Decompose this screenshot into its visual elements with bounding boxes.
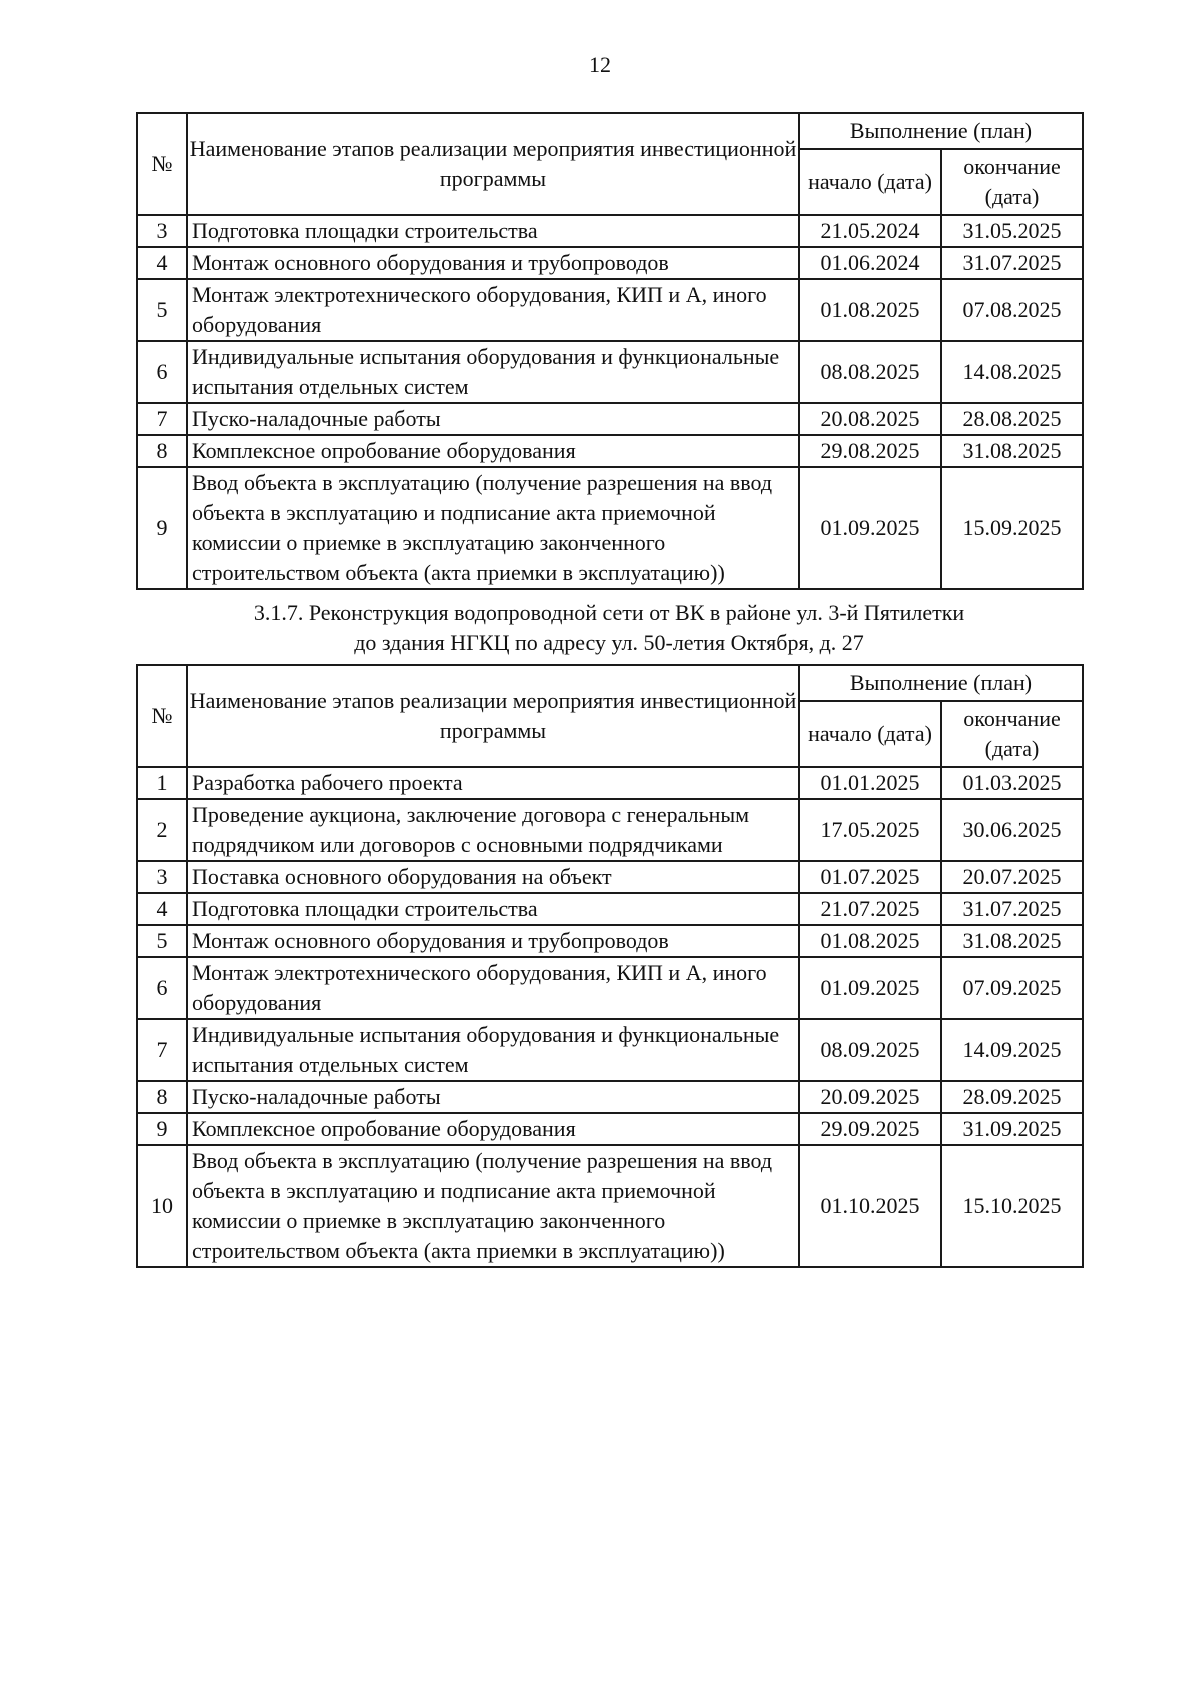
- row-end-date: 31.08.2025: [941, 925, 1083, 957]
- row-stage-name: Пуско-наладочные работы: [187, 403, 799, 435]
- row-end-date: 31.07.2025: [941, 893, 1083, 925]
- row-start-date: 01.01.2025: [799, 767, 941, 799]
- table-row: [137, 1019, 1083, 1081]
- row-end-date: 01.03.2025: [941, 767, 1083, 799]
- page-number: 12: [589, 52, 611, 77]
- row-start-date: 01.06.2024: [799, 247, 941, 279]
- row-end-date: 07.08.2025: [941, 279, 1083, 341]
- row-number: 6: [137, 957, 187, 1019]
- row-start-date: 08.08.2025: [799, 341, 941, 403]
- header-stage-name: Наименование этапов реализации мероприятия инвестиционной программы: [187, 113, 799, 215]
- row-start-date: 08.09.2025: [799, 1019, 941, 1081]
- table-row: [137, 799, 1083, 861]
- row-number: 7: [137, 1019, 187, 1081]
- row-number: 3: [137, 861, 187, 893]
- table-row: [137, 403, 1083, 435]
- table-row: [137, 1113, 1083, 1145]
- row-end-date: 31.08.2025: [941, 435, 1083, 467]
- row-end-date: 30.06.2025: [941, 799, 1083, 861]
- row-end-date: 14.08.2025: [941, 341, 1083, 403]
- row-stage-name: Ввод объекта в эксплуатацию (получение разрешения на ввод объекта в эксплуатацию и подписание акта приемочной комиссии о приемке в эксплуатацию законченного строительством объекта (акта приемки в эксплуатацию)): [187, 1145, 799, 1267]
- table-row: [137, 215, 1083, 247]
- row-number: 4: [137, 893, 187, 925]
- row-start-date: 01.08.2025: [799, 279, 941, 341]
- row-end-date: 31.09.2025: [941, 1113, 1083, 1145]
- stages-table-1: [136, 112, 1084, 590]
- row-stage-name: Монтаж основного оборудования и трубопроводов: [187, 247, 799, 279]
- row-stage-name: Индивидуальные испытания оборудования и функциональные испытания отдельных систем: [187, 341, 799, 403]
- row-end-date: 28.08.2025: [941, 403, 1083, 435]
- row-stage-name: Комплексное опробование оборудования: [187, 435, 799, 467]
- row-start-date: 20.08.2025: [799, 403, 941, 435]
- row-stage-name: Подготовка площадки строительства: [187, 893, 799, 925]
- row-stage-name: Ввод объекта в эксплуатацию (получение разрешения на ввод объекта в эксплуатацию и подписание акта приемочной комиссии о приемке в эксплуатацию законченного строительством объекта (акта приемки в эксплуатацию)): [187, 467, 799, 589]
- row-stage-name: Комплексное опробование оборудования: [187, 1113, 799, 1145]
- row-start-date: 01.09.2025: [799, 467, 941, 589]
- table-row: [137, 893, 1083, 925]
- row-start-date: 01.09.2025: [799, 957, 941, 1019]
- row-start-date: 17.05.2025: [799, 799, 941, 861]
- row-number: 5: [137, 925, 187, 957]
- row-start-date: 29.08.2025: [799, 435, 941, 467]
- table-row: [137, 467, 1083, 589]
- row-stage-name: Подготовка площадки строительства: [187, 215, 799, 247]
- header-start-date: начало (дата): [799, 149, 941, 215]
- header-num: №: [137, 665, 187, 767]
- table-row: [137, 767, 1083, 799]
- row-stage-name: Проведение аукциона, заключение договора с генеральным подрядчиком или договоров с основными подрядчиками: [187, 799, 799, 861]
- row-end-date: 15.10.2025: [941, 1145, 1083, 1267]
- row-stage-name: Поставка основного оборудования на объект: [187, 861, 799, 893]
- row-number: 3: [137, 215, 187, 247]
- row-number: 2: [137, 799, 187, 861]
- row-stage-name: Разработка рабочего проекта: [187, 767, 799, 799]
- header-start-date: начало (дата): [799, 701, 941, 767]
- row-number: 8: [137, 1081, 187, 1113]
- table-row: [137, 1081, 1083, 1113]
- row-end-date: 15.09.2025: [941, 467, 1083, 589]
- header-num: №: [137, 113, 187, 215]
- row-stage-name: Монтаж электротехнического оборудования, КИП и А, иного оборудования: [187, 279, 799, 341]
- row-number: 9: [137, 467, 187, 589]
- table-row: [137, 247, 1083, 279]
- table-row: [137, 957, 1083, 1019]
- row-number: 7: [137, 403, 187, 435]
- row-number: 8: [137, 435, 187, 467]
- header-stage-name: Наименование этапов реализации мероприятия инвестиционной программы: [187, 665, 799, 767]
- row-start-date: 01.08.2025: [799, 925, 941, 957]
- row-stage-name: Индивидуальные испытания оборудования и функциональные испытания отдельных систем: [187, 1019, 799, 1081]
- row-start-date: 20.09.2025: [799, 1081, 941, 1113]
- row-start-date: 21.05.2024: [799, 215, 941, 247]
- table-row: [137, 861, 1083, 893]
- row-number: 4: [137, 247, 187, 279]
- table-row: [137, 435, 1083, 467]
- header-end-date: окончание (дата): [941, 149, 1083, 215]
- table-row: [137, 341, 1083, 403]
- header-end-date: окончание (дата): [941, 701, 1083, 767]
- row-start-date: 01.07.2025: [799, 861, 941, 893]
- row-end-date: 31.07.2025: [941, 247, 1083, 279]
- row-end-date: 07.09.2025: [941, 957, 1083, 1019]
- section-title-line-1: 3.1.7. Реконструкция водопроводной сети от ВК в районе ул. 3-й Пятилетки: [253, 600, 965, 625]
- row-number: 10: [137, 1145, 187, 1267]
- section-title: [136, 598, 1082, 658]
- row-end-date: 31.05.2025: [941, 215, 1083, 247]
- row-stage-name: Пуско-наладочные работы: [187, 1081, 799, 1113]
- table-row: [137, 925, 1083, 957]
- row-stage-name: Монтаж основного оборудования и трубопроводов: [187, 925, 799, 957]
- table-row: [137, 1145, 1083, 1267]
- stages-table-2: [136, 664, 1084, 1268]
- row-end-date: 20.07.2025: [941, 861, 1083, 893]
- section-title-line-2: до здания НГКЦ по адресу ул. 50-летия Октября, д. 27: [354, 630, 864, 655]
- header-execution: Выполнение (план): [799, 665, 1083, 701]
- row-number: 9: [137, 1113, 187, 1145]
- row-start-date: 21.07.2025: [799, 893, 941, 925]
- row-number: 1: [137, 767, 187, 799]
- row-number: 5: [137, 279, 187, 341]
- row-stage-name: Монтаж электротехнического оборудования, КИП и А, иного оборудования: [187, 957, 799, 1019]
- row-end-date: 28.09.2025: [941, 1081, 1083, 1113]
- table-row: [137, 279, 1083, 341]
- row-start-date: 29.09.2025: [799, 1113, 941, 1145]
- row-start-date: 01.10.2025: [799, 1145, 941, 1267]
- header-execution: Выполнение (план): [799, 113, 1083, 149]
- row-number: 6: [137, 341, 187, 403]
- row-end-date: 14.09.2025: [941, 1019, 1083, 1081]
